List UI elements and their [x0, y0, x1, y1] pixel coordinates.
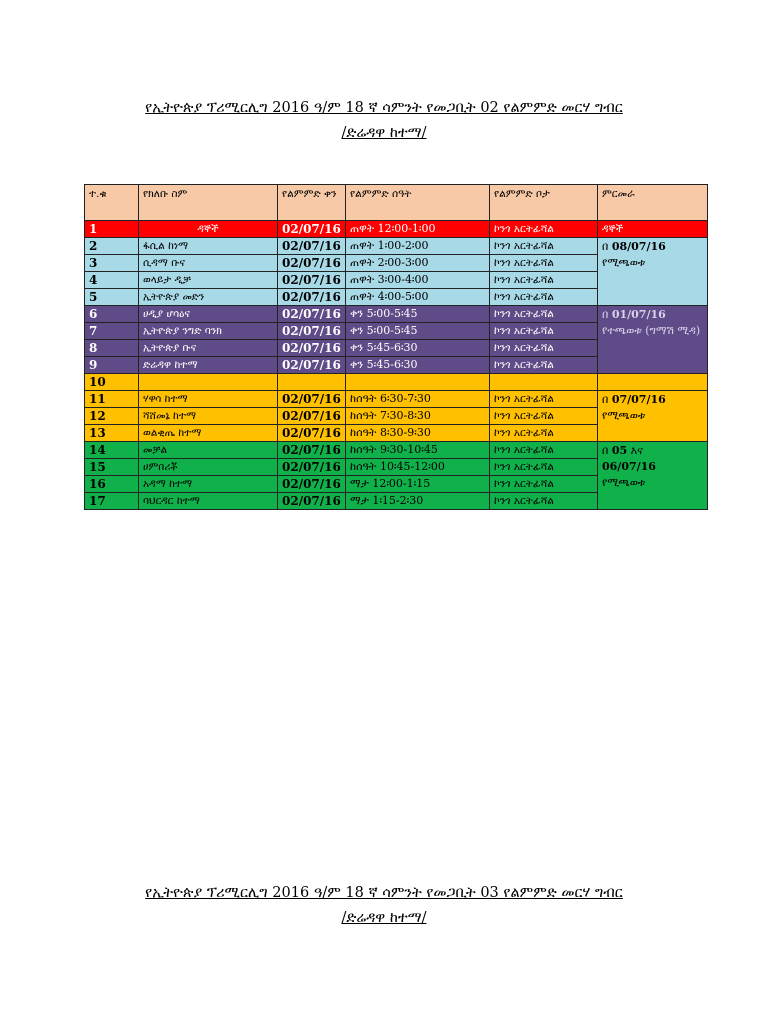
- cell-date: 02/07/16: [278, 408, 346, 425]
- cell-place: ኮንጎ አርትፊሻል: [490, 306, 598, 323]
- cell-club: [139, 374, 278, 391]
- cell-place: ኮንጎ አርትፊሻል: [490, 493, 598, 510]
- cell-date: 02/07/16: [278, 476, 346, 493]
- cell-place: ኮንጎ አርትፊሻል: [490, 238, 598, 255]
- cell-time: ከሰዓት 6፡30-7፡30: [346, 391, 490, 408]
- cell-number: 12: [85, 408, 139, 425]
- document-title-bottom: [84, 881, 684, 931]
- cell-place: ኮንጎ አርትፊሻል: [490, 289, 598, 306]
- cell-date: 02/07/16: [278, 306, 346, 323]
- table-row: [85, 238, 708, 255]
- cell-number: 14: [85, 442, 139, 459]
- cell-time: ቀን 5፡00-5፡45: [346, 306, 490, 323]
- training-schedule-table: [84, 184, 708, 510]
- cell-club: ኢትዮጵያ ንግድ ባንክ: [139, 323, 278, 340]
- cell-number: 13: [85, 425, 139, 442]
- table-row: [85, 442, 708, 459]
- cell-place: ኮንጎ አርትፊሻል: [490, 442, 598, 459]
- header-training-day: የልምምድ ቀን: [278, 185, 346, 221]
- cell-time: ጠዋት 2፡00-3፡00: [346, 255, 490, 272]
- cell-date: 02/07/16: [278, 323, 346, 340]
- cell-club: ድሬዳዋ ከተማ: [139, 357, 278, 374]
- cell-time: [346, 374, 490, 391]
- cell-number: 15: [85, 459, 139, 476]
- cell-place: ኮንጎ አርትፊሻል: [490, 476, 598, 493]
- cell-time: ጠዋት 1፡00-2፡00: [346, 238, 490, 255]
- cell-club: ሲዳማ ቡና: [139, 255, 278, 272]
- cell-date: 02/07/16: [278, 289, 346, 306]
- cell-club: ሃዋሳ ከተማ: [139, 391, 278, 408]
- cell-time: ከሰዓት 10፡45-12፡00: [346, 459, 490, 476]
- cell-number: 1: [85, 221, 139, 238]
- document-title-top: [84, 96, 684, 146]
- cell-place: ኮንጎ አርትፊሻል: [490, 408, 598, 425]
- title-bottom-line1: የኢትዮጵያ ፕሪሚርሊግ 2016 ዓ/ም 18 ኛ ሳምንት የመጋቢት 03 የልምምድ መርሃ ግብር: [145, 885, 623, 901]
- cell-club: ሀምበሪቾ: [139, 459, 278, 476]
- table-row: [85, 221, 708, 238]
- cell-place: ኮንጎ አርትፊሻል: [490, 340, 598, 357]
- cell-place: [490, 374, 598, 391]
- cell-place: ኮንጎ አርትፊሻል: [490, 221, 598, 238]
- title-top-line1: የኢትዮጵያ ፕሪሚርሊግ 2016 ዓ/ም 18 ኛ ሳምንት የመጋቢት 02 የልምምድ መርሃ ግብር: [145, 100, 623, 116]
- cell-date: 02/07/16: [278, 425, 346, 442]
- cell-number: 4: [85, 272, 139, 289]
- cell-time: ቀን 5፡00-5፡45: [346, 323, 490, 340]
- cell-number: 5: [85, 289, 139, 306]
- table-row: [85, 306, 708, 323]
- cell-date: 02/07/16: [278, 459, 346, 476]
- cell-club: ኢትዮጵያ መድን: [139, 289, 278, 306]
- header-training-time: የልምምድ ሰዓት: [346, 185, 490, 221]
- remark-green-group: በ 05 እና 06/07/16 የሚጫወቱ: [598, 442, 708, 510]
- cell-remark: [598, 374, 708, 391]
- cell-time: ጠዋት 12፡00-1፡00: [346, 221, 490, 238]
- cell-time: ማታ 1፡15-2፡30: [346, 493, 490, 510]
- cell-place: ኮንጎ አርትፊሻል: [490, 272, 598, 289]
- cell-number: 3: [85, 255, 139, 272]
- cell-place: ኮንጎ አርትፊሻል: [490, 255, 598, 272]
- cell-number: 10: [85, 374, 139, 391]
- cell-club: ኢትዮጵያ ቡና: [139, 340, 278, 357]
- header-remarks: ምርመራ: [598, 185, 708, 221]
- cell-number: 11: [85, 391, 139, 408]
- cell-club: መቻል: [139, 442, 278, 459]
- cell-place: ኮንጎ አርትፊሻል: [490, 323, 598, 340]
- cell-time: ቀን 5፡45-6፡30: [346, 340, 490, 357]
- cell-place: ኮንጎ አርትፊሻል: [490, 459, 598, 476]
- cell-club: ሀዲያ ሆሳዕና: [139, 306, 278, 323]
- header-training-place: የልምምድ ቦታ: [490, 185, 598, 221]
- cell-time: ማታ 12፡00-1፡15: [346, 476, 490, 493]
- table-row: [85, 374, 708, 391]
- remark-blue-group: በ 08/07/16 የሚጫወቱ: [598, 238, 708, 306]
- cell-club: ሻሸመኔ ከተማ: [139, 408, 278, 425]
- cell-number: 8: [85, 340, 139, 357]
- cell-place: ኮንጎ አርትፊሻል: [490, 357, 598, 374]
- cell-date: [278, 374, 346, 391]
- cell-number: 6: [85, 306, 139, 323]
- cell-date: 02/07/16: [278, 272, 346, 289]
- cell-place: ኮንጎ አርትፊሻል: [490, 391, 598, 408]
- cell-date: 02/07/16: [278, 340, 346, 357]
- cell-date: 02/07/16: [278, 255, 346, 272]
- title-bottom-line2: /ድሬዳዋ ከተማ/: [341, 910, 427, 926]
- table-header-row: [85, 185, 708, 221]
- remark-yellow-group: በ 07/07/16 የሚጫወቱ: [598, 391, 708, 442]
- cell-time: ጠዋት 4፡00-5፡00: [346, 289, 490, 306]
- cell-number: 17: [85, 493, 139, 510]
- header-number: ተ.ቁ: [85, 185, 139, 221]
- cell-number: 2: [85, 238, 139, 255]
- title-top-line2: /ድሬዳዋ ከተማ/: [341, 125, 427, 141]
- cell-time: ጠዋት 3፡00-4፡00: [346, 272, 490, 289]
- cell-number: 9: [85, 357, 139, 374]
- cell-club: አዳማ ከተማ: [139, 476, 278, 493]
- cell-club: ዳኞች: [139, 221, 278, 238]
- cell-date: 02/07/16: [278, 357, 346, 374]
- cell-club: ባህርዳር ከተማ: [139, 493, 278, 510]
- cell-time: ቀን 5፡45-6፡30: [346, 357, 490, 374]
- cell-club: ወልቂጤ ከተማ: [139, 425, 278, 442]
- cell-date: 02/07/16: [278, 391, 346, 408]
- cell-time: ከሰዓት 8፡30-9፡30: [346, 425, 490, 442]
- cell-remark: ዳኞች: [598, 221, 708, 238]
- cell-time: ከሰዓት 9፡30-10፡45: [346, 442, 490, 459]
- cell-time: ከሰዓት 7፡30-8፡30: [346, 408, 490, 425]
- cell-place: ኮንጎ አርትፊሻል: [490, 425, 598, 442]
- cell-number: 7: [85, 323, 139, 340]
- cell-date: 02/07/16: [278, 493, 346, 510]
- cell-date: 02/07/16: [278, 221, 346, 238]
- cell-date: 02/07/16: [278, 442, 346, 459]
- cell-number: 16: [85, 476, 139, 493]
- cell-club: ወላይታ ዲቻ: [139, 272, 278, 289]
- cell-club: ፋሲል ከነማ: [139, 238, 278, 255]
- remark-purple-group: በ 01/07/16 የተጫወቱ (ግማሽ ሚዳ): [598, 306, 708, 374]
- header-club-name: የክለቡ ስም: [139, 185, 278, 221]
- table-row: [85, 391, 708, 408]
- cell-date: 02/07/16: [278, 238, 346, 255]
